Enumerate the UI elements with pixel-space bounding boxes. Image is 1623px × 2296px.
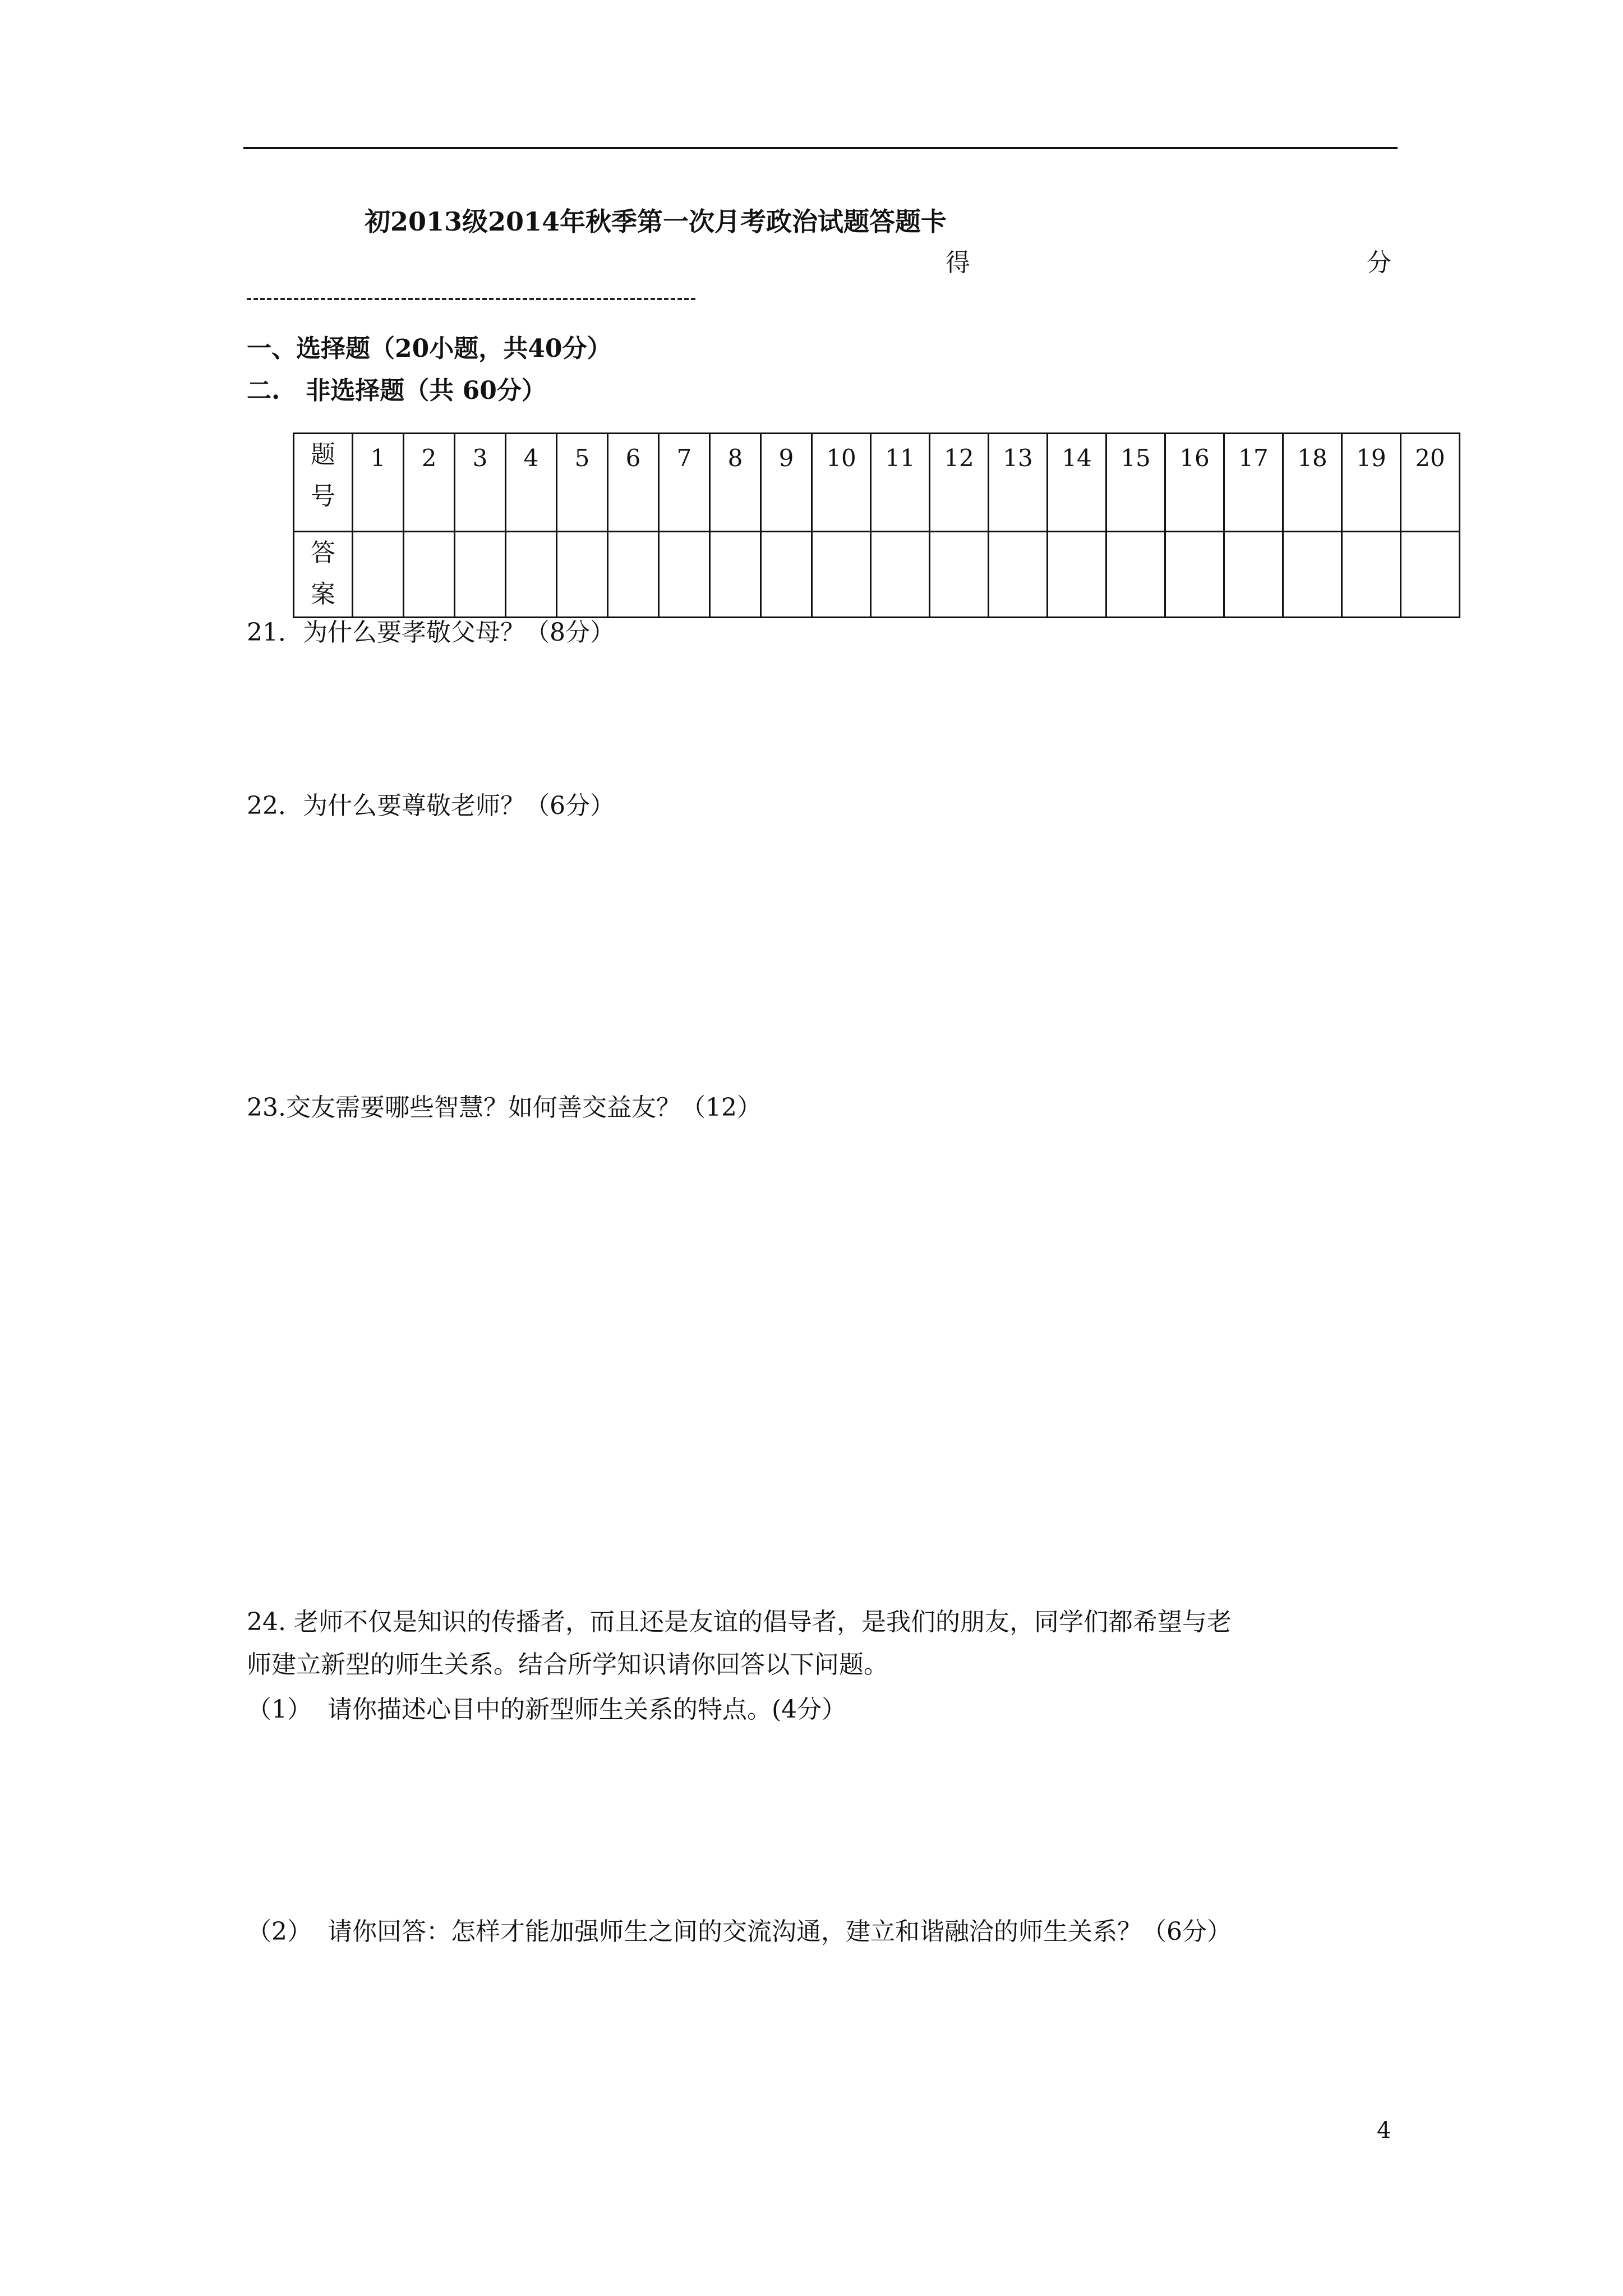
page-title: 初2013级2014年秋季第一次月考政治试题答题卡 — [365, 206, 947, 237]
answer-label: 答 案 — [294, 532, 353, 618]
question-number-cell: 20 — [1401, 434, 1460, 532]
question-21: 21．为什么要孝敬父母？（8分） — [247, 618, 615, 647]
page-number: 4 — [1377, 2118, 1391, 2143]
answer-cell[interactable] — [812, 532, 871, 618]
score-dashed-line — [247, 298, 695, 300]
question-number-cell: 6 — [608, 434, 659, 532]
question-number-cell: 18 — [1283, 434, 1342, 532]
question-number-cell: 8 — [710, 434, 761, 532]
question-number-cell: 17 — [1224, 434, 1283, 532]
question-number-cell: 19 — [1342, 434, 1401, 532]
question-number-cell: 11 — [871, 434, 930, 532]
question-number-cell: 4 — [506, 434, 557, 532]
question-number-cell: 14 — [1048, 434, 1106, 532]
answer-cell[interactable] — [930, 532, 989, 618]
answer-grid — [293, 432, 1460, 618]
answer-cell[interactable] — [506, 532, 557, 618]
answer-cell[interactable] — [353, 532, 404, 618]
question-number-cell: 7 — [659, 434, 710, 532]
header-rule — [243, 147, 1398, 149]
answer-cell[interactable] — [1401, 532, 1460, 618]
answer-cell[interactable] — [1342, 532, 1401, 618]
question-number-cell: 12 — [930, 434, 989, 532]
question-number-cell: 1 — [353, 434, 404, 532]
answer-cell[interactable] — [871, 532, 930, 618]
answer-cell[interactable] — [761, 532, 812, 618]
answer-cell[interactable] — [1165, 532, 1224, 618]
question-22: 22．为什么要尊敬老师？（6分） — [247, 792, 615, 820]
answer-cell[interactable] — [1106, 532, 1165, 618]
score-label-fen: 分 — [1367, 249, 1391, 277]
question-number-cell: 5 — [557, 434, 608, 532]
question-number-cell: 15 — [1106, 434, 1165, 532]
answer-cell[interactable] — [1283, 532, 1342, 618]
question-24-line-2: 师建立新型的师生关系。结合所学知识请你回答以下问题。 — [247, 1650, 888, 1679]
question-24-part-1: （1） 请你描述心目中的新型师生关系的特点。(4分） — [247, 1695, 847, 1724]
answer-cell[interactable] — [404, 532, 455, 618]
section-choice-heading: 一、选择题（20小题，共40分） — [247, 334, 612, 363]
answer-cell[interactable] — [710, 532, 761, 618]
answer-cell[interactable] — [1224, 532, 1283, 618]
question-number-cell: 3 — [455, 434, 506, 532]
question-number-label: 题 号 — [294, 434, 353, 532]
score-label-de: 得 — [946, 249, 970, 277]
question-number-cell: 13 — [989, 434, 1048, 532]
answer-cell[interactable] — [989, 532, 1048, 618]
answer-cell[interactable] — [1048, 532, 1106, 618]
question-number-cell: 9 — [761, 434, 812, 532]
question-number-cell: 2 — [404, 434, 455, 532]
section-nonchoice-heading: 二. 非选择题（共 60分） — [247, 376, 546, 405]
question-24-part-2: （2） 请你回答：怎样才能加强师生之间的交流沟通，建立和谐融洽的师生关系？（6分） — [247, 1917, 1232, 1946]
question-number-cell: 10 — [812, 434, 871, 532]
answer-cell[interactable] — [608, 532, 659, 618]
answer-cell[interactable] — [659, 532, 710, 618]
question-number-cell: 16 — [1165, 434, 1224, 532]
answer-cell[interactable] — [455, 532, 506, 618]
answer-cell[interactable] — [557, 532, 608, 618]
question-23: 23.交友需要哪些智慧？如何善交益友？（12） — [247, 1093, 762, 1122]
question-24-line-1: 24. 老师不仅是知识的传播者，而且还是友谊的倡导者，是我们的朋友，同学们都希望与老 — [247, 1608, 1232, 1636]
